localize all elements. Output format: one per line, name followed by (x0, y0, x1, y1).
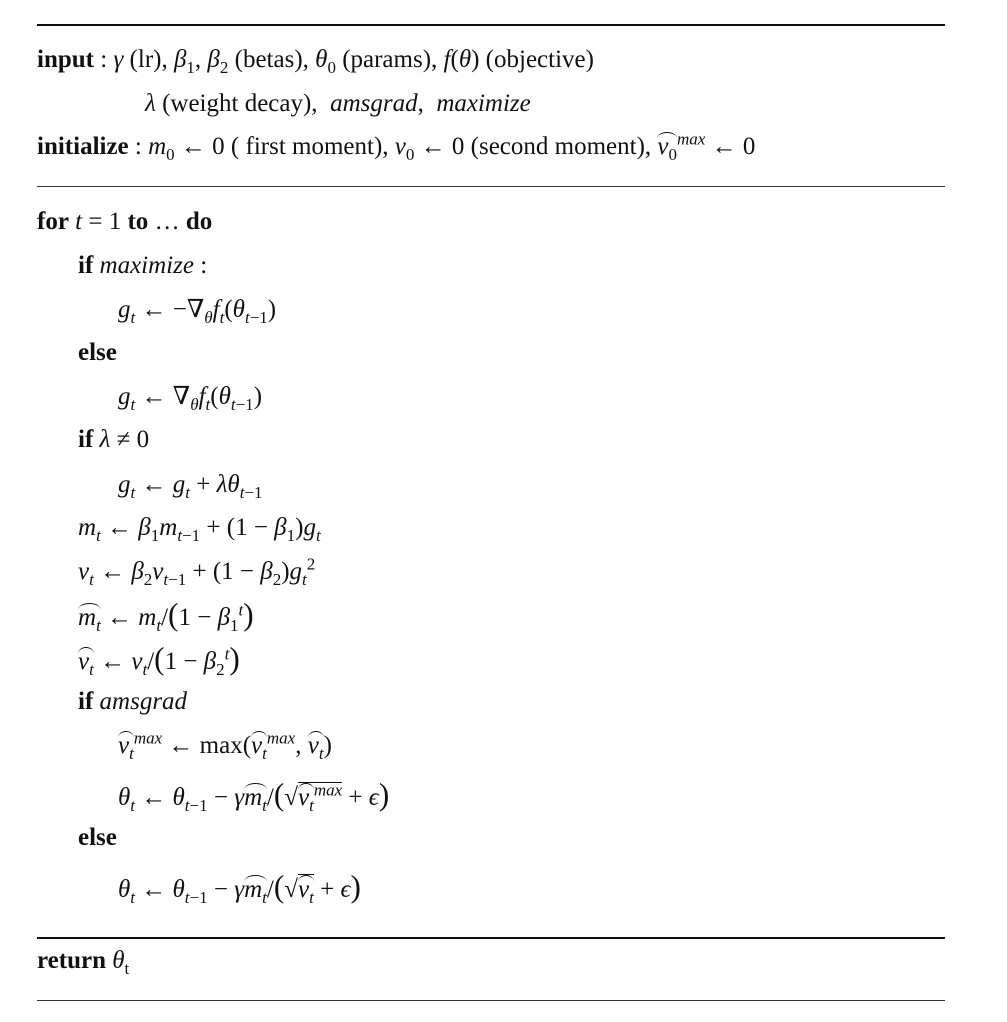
return-line: return $\theta_t$ (37, 947, 130, 978)
input-line (37, 44, 594, 76)
theta-amsgrad-line: $\theta_t$ ← $\theta_{t-1} - \gamma m_t/(√v_t^{max} + \epsilon)$ (118, 777, 390, 815)
initialize-line (37, 131, 755, 163)
bottom-rule (37, 1000, 945, 1001)
input-params: : γ (lr), $\beta_1$, $\beta_2$ (betas), $\theta_0$ (params), f(θ) (objective) (100, 46, 594, 77)
if-maximize-line: if maximize : (78, 252, 208, 279)
input-keyword: input (37, 46, 94, 73)
v-hat-line: $v_t$ ← $v_t/(1 - \beta_2^t)$ (78, 641, 240, 679)
body-rule (37, 937, 945, 939)
v-update-line: $v_t$ ← $\beta_2v_{t-1} + (1 - \beta_2)g_t^2$ (78, 554, 316, 589)
m-update-line: $m_t$ ← $\beta_1m_{t-1} + (1 - \beta_1)g_t$ (78, 514, 321, 545)
initialize-keyword: initialize (37, 133, 129, 160)
else-line-1: else (78, 339, 117, 366)
for-line: for t = 1 to … do (37, 208, 213, 235)
if-amsgrad-line: if amsgrad (78, 688, 188, 715)
theta-standard-line: $\theta_t$ ← $\theta_{t-1} - \gamma m_t/(√v_t + \epsilon)$ (118, 869, 361, 907)
initialize-values: : $m_0$ ← 0 ( first moment), $v_0$ ← 0 (second moment), $v_0^{max}$ ← 0 (134, 129, 756, 164)
grad-negative-line: $g_t$ ← $-\nabla_\theta f_t(\theta_{t-1})$ (118, 296, 277, 327)
top-rule (37, 24, 945, 26)
input-line-2: λ (weight decay), amsgrad, maximize (145, 90, 531, 117)
if-lambda-line: if λ ≠ 0 (78, 426, 150, 453)
else-line-2: else (78, 824, 117, 851)
m-hat-line: $m_t$ ← $m_t/(1 - \beta_1^t)$ (78, 597, 254, 635)
grad-decay-line: $g_t$ ← $g_t + \lambda\theta_{t-1}$ (118, 471, 263, 502)
vmax-update-line: $v_t^{max}$ ← $\max(v_t^{max}$, $v_t$) (118, 728, 332, 763)
header-rule (37, 186, 945, 187)
grad-positive-line: $g_t$ ← $\nabla_\theta f_t(\theta_{t-1})$ (118, 383, 263, 414)
